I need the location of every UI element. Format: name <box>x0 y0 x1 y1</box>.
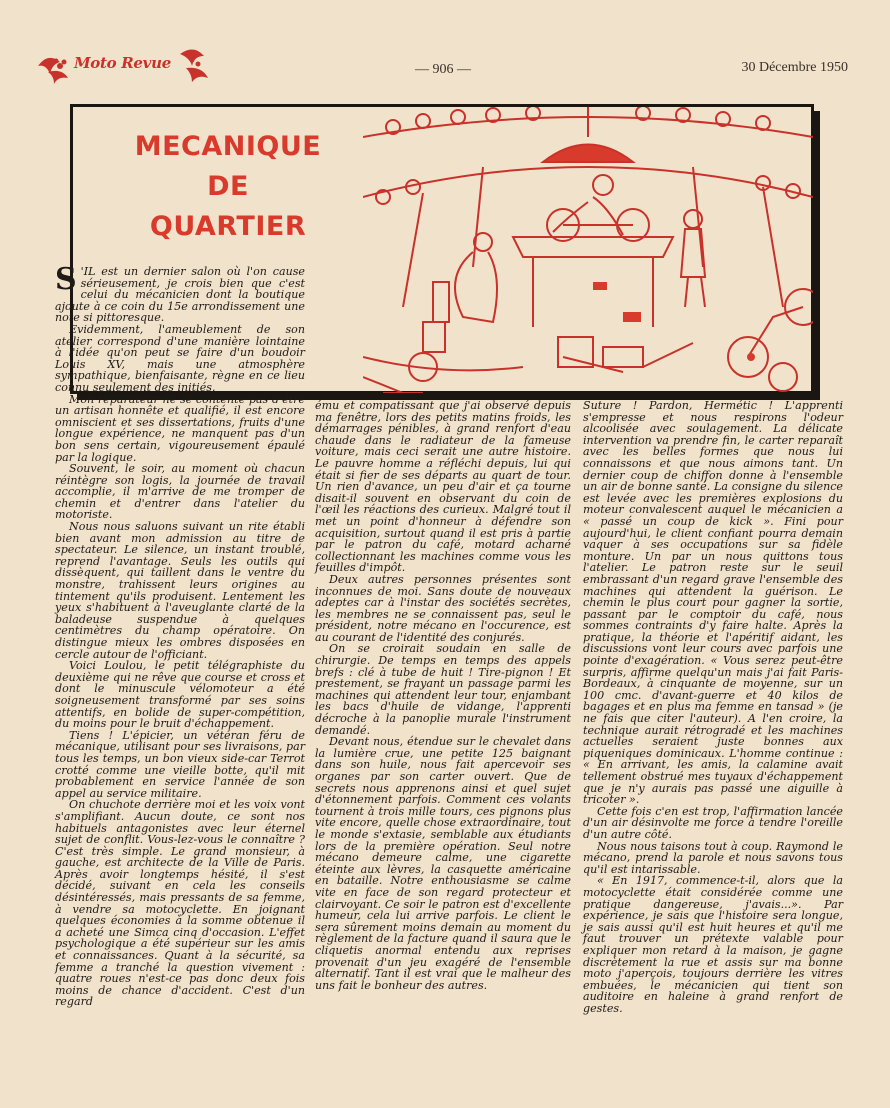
paragraph: Devant nous, étendue sur le chevalet dans la lumière crue, une petite 125 baignant dans son huile, nous fait apercevoir ses organes par son carter ouvert. Que de secrets nous apprenons ainsi et quel sujet d'étonnement parfois. Comment ces volants tournent à trois mille tours, ces pignons plus vite encore, quelle chose extraordinaire, tout le monde s'extasie, semblable aux étudiants lors de la première opération. Seul notre mécano demeure calme, une cigarette éteinte aux lèvres, la casquette américaine en bataille. Notre enthousiasme se calme vite en face de son regard protecteur et clairvoyant. Ce soir le patron est d'excellente humeur, cela lui arrive parfois. Le client le sera sûrement moins demain au moment du règlement de la facture quand il saura que le cliquetis anormal entendu aux reprises provenait d'un jeu exagéré de l'ensemble alternatif. Tant il est vrai que le malheur des uns fait le bonheur des autres. <box>315 735 571 992</box>
paragraph: On chuchote derrière moi et les voix vont s'amplifiant. Aucun doute, ce sont nos habituels antagonistes avec leur éternel sujet de conflit. Vous-lez-vous le connaître ? C'est très simple. Le grand monsieur, à gauche, est architecte de la Ville de Paris. Après avoir longtemps hésité, il s'est décidé, suivant en cela les conseils désintéressés, mais pressants de sa femme, à vendre sa motocyclette. En joignant quelques économies à la somme obtenue il a acheté une Simca cinq d'occasion. L'effet psychologique a été supérieur sur les amis et connaissances. Quant à la sécurité, sa femme a tranché la question vivement : quatre roues n'est-ce pas donc deux fois moins de chance d'accident. C'est d'un regard <box>55 798 305 1009</box>
issue-date: 30 Décembre 1950 <box>741 60 848 75</box>
paragraph: « En 1917, commence-t-il, alors que la motocyclette était considérée comme une pratique dangereuse, j'avais...». Par expérience, je sais que l'histoire sera longue, je sais aussi qu'il est huit heures et qu'il me faut trouver un prétexte valable pour expliquer mon retard à la maison, je gagne discrètement la rue et assis sur ma bonne moto j'aperçois, toujours derrière les vitres embuées, le mécanicien qui tient son auditoire en haleine à grand renfort de gestes. <box>583 874 843 1015</box>
paragraph: Mon réparateur ne se contente pas d'être un artisan honnête et qualifié, il est encore omniscient et ses dissertations, fruits d'une longue expérience, ne manquent pas d'un bon sens certain, vigoureusement épaulé par la logique. <box>55 392 305 464</box>
paragraph: On se croirait soudain en salle de chirurgie. De temps en temps des appels brefs : clé à tube de huit ! Tire-pignon ! Et prestement, se frayant un passage parmi les machines qui attendent leur tour, enjambant les bacs d'huile de vidange, l'apprenti décroche à la panoplie murale l'instrument demandé. <box>315 642 571 737</box>
paragraph: Deux autres personnes présentes sont inconnues de moi. Sans doute de nouveaux adeptes car à l'instar des sociétés secrètes, les membres ne se connaissent pas, seul le président, notre mécano en l'occurence, est au courant de l'identité des conjurés. <box>315 572 571 644</box>
page-header <box>30 36 860 86</box>
paragraph-text: 'IL est un dernier salon où l'on cause sérieusement, je crois bien que c'est celui du mécanicien dont la boutique ajoute à ce coin du 15e arrondissement une note si pittoresque. <box>55 265 305 325</box>
paragraph: ému et compatissant que j'ai observé depuis ma fenêtre, lors des petits matins froids, les démarrages pénibles, à grand renfort d'eau chaude dans le radiateur de la fameuse voiture, mais ceci serait une autre histoire. Le pauvre homme a réfléchi depuis, lui qui était si fier de ses départs au quart de tour. Un rien d'avance, un peu d'air et ça tourne disait-il souvent en observant du coin de l'œil les réactions des curieux. Malgré tout il met un point d'honneur à défendre son acquisition, surtout quand il est pris à partie par le patron du café, motard acharné collectionnant les machines comme vous les feuilles d'impôt. <box>315 399 571 575</box>
paragraph: Evidemment, l'ameublement de son atelier correspond d'une manière lointaine à l'idée qu'on peut se faire d'un boudoir Louis XV, mais une atmosphère sympathique, bienfaisante, règne en ce lieu connu seulement des initiés. <box>55 322 305 394</box>
paragraph <box>55 262 305 325</box>
moto-revue-logo <box>30 36 230 86</box>
paragraph: Tiens ! L'épicier, un vétéran féru de mécanique, utilisant pour ses livraisons, par tous les temps, un bon vieux side-car Terrot crotté comme une vieille botte, qu'il mit probablement en service l'année de son appel au service militaire. <box>55 728 305 800</box>
article-column-3 <box>583 400 843 1014</box>
article-title <box>103 127 353 247</box>
paragraph: Nous nous saluons suivant un rite établi bien avant mon admission au titre de spectateur. Le silence, un instant troublé, reprend l'avantage. Seuls les outils qui dissèquent, qui taillent dans le ventre du monstre, trahissent leurs origines au tintement qu'ils produisent. Lentement les yeux s'habituent à l'aveuglante clarté de la baladeuse suspendue à quelques centimètres du champ opératoire. On distingue mieux les ombres disposées en cercle autour de l'officiant. <box>55 520 305 661</box>
article-column-2 <box>315 400 571 991</box>
drop-cap: S <box>55 262 77 297</box>
title-line-2: DE <box>207 171 249 202</box>
paragraph: Souvent, le soir, au moment où chacun réintègre son logis, la journée de travail accomplie, il m'arrive de me tromper de chemin et d'entrer dans l'atelier du motoriste. <box>55 462 305 522</box>
article-column-1 <box>55 262 305 1009</box>
paragraph: Nous nous taisons tout à coup. Raymond le mécano, prend la parole et nous savons tous qu'il est intarissable. <box>583 839 843 876</box>
logo-text: Moto Revue <box>74 54 171 72</box>
workshop-illustration <box>363 107 813 393</box>
paragraph: Voici Loulou, le petit télégraphiste du deuxième qui ne rêve que course et cross et dont le minuscule vélomoteur a été soigneusement transformé par ses soins attentifs, en bolide de super-compétition, du moins pour le bruit d'échappement. <box>55 659 305 731</box>
title-line-1: MECANIQUE <box>134 131 322 162</box>
paragraph: Cette fois c'en est trop, l'affirmation lancée d'un air désinvolte me force à tendre l'oreille d'un autre côté. <box>583 804 843 841</box>
page-number: — 906 — <box>415 62 471 77</box>
title-line-3: QUARTIER <box>149 211 307 242</box>
paragraph: Suture ! Pardon, Hermétic ! L'apprenti s'empresse et nous respirons l'odeur alcoolisée avec soulagement. La délicate intervention va prendre fin, le carter reparaît avec les belles formes que nous lui connaissons et que nous aimons tant. Un dernier coup de chiffon donne à l'ensemble un air de bonne santé. La consigne du silence est levée avec les premières explosions du moteur convalescent auquel le mécanicien a « passé un coup de kick ». Fini pour aujourd'hui, le client confiant pourra demain vaquer à ses occupations sur sa fidèle monture. Un par un nous quittons tous l'atelier. Le patron reste sur le seuil embrassant d'un regard grave l'ensemble des machines qui attendent la guérison. Le chemin le plus court pour gagner la sortie, passant par le comptoir du café, nous sommes contraints d'y faire halte. Après la pratique, la théorie et l'apéritif aidant, les discussions vont leur cours avec parfois une pointe d'exagération. « Vous serez peut-être surpris, affirme quelqu'un mais j'ai fait Paris-Bordeaux, à cinquante de moyenne, sur un 100 cmc. d'avant-guerre et 40 kilos de bagages et en plus ma femme en tansad » (je ne fais que citer l'auteur). A l'en croire, la technique aurait rétrogradé et les machines actuelles seraient juste bonnes aux piqueniques dominicaux. L'homme continue : « En arrivant, les amis, la calamine avait tellement obstrué mes tuyaux d'échappement que je n'y aurais pas passé une aiguille à tricoter ». <box>583 399 843 807</box>
